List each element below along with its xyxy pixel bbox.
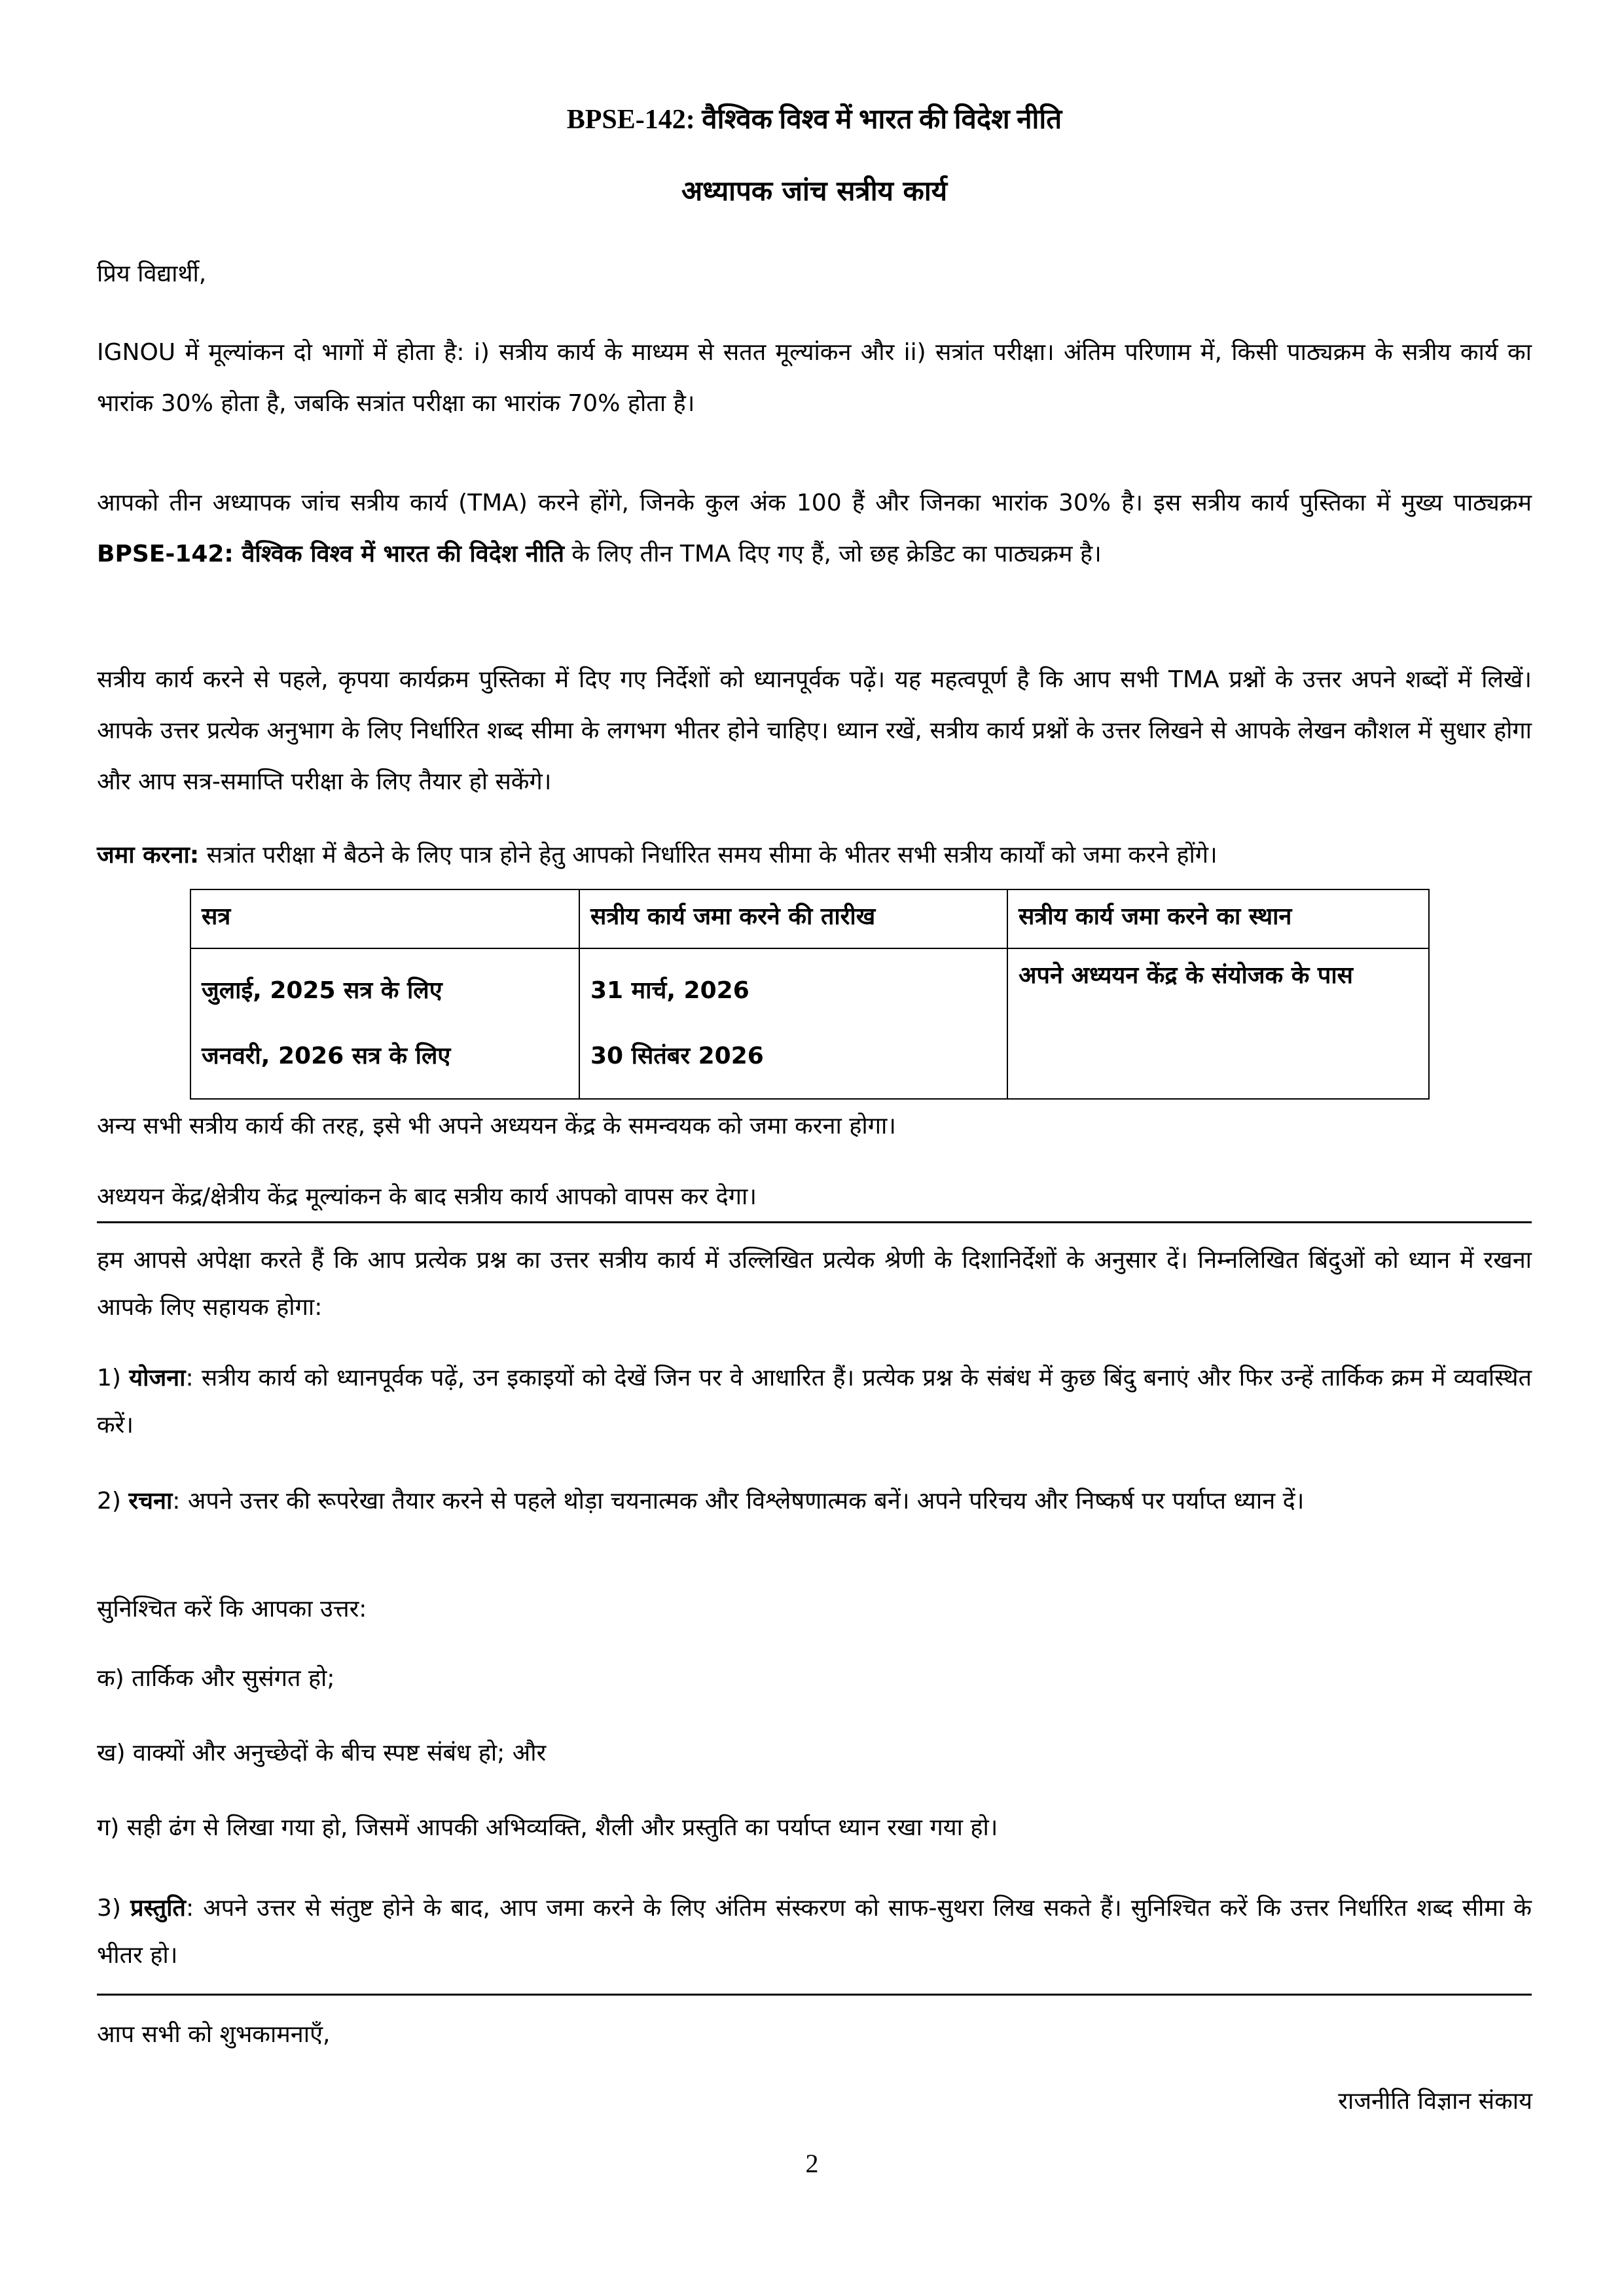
point-structure <box>97 1478 1532 1525</box>
submission-paragraph <box>97 830 1532 881</box>
place-cell: अपने अध्ययन केंद्र के संयोजक के पास <box>1007 948 1429 1099</box>
date-cell <box>579 948 1007 1099</box>
tma-text-before: आपको तीन अध्यापक जांच सत्रीय कार्य (TMA) करने होंगे, जिनके कुल अंक 100 हैं और जिनका भारांक 30% है। इस सत्रीय कार्य पुस्तिका में मुख्य पाठ्यक्रम <box>97 490 1532 516</box>
list-item: ख) वाक्यों और अनुच्छेदों के बीच स्पष्ट संबंध हो; और <box>97 1740 547 1767</box>
instructions-paragraph: सत्रीय कार्य करने से पहले, कृपया कार्यक्रम पुस्तिका में दिए गए निर्देशों को ध्यानपूर्वक पढ़ें। यह महत्वपूर्ण है कि आप सभी TMA प्रश्नों के उत्तर अपने शब्दों में लिखें। आपके उत्तर प्रत्येक अनुभाग के लिए निर्धारित शब्द सीमा के लगभग भीतर होने चाहिए। ध्यान रखें, सत्रीय कार्य प्रश्नों के उत्तर लिखने से आपके लेखन कौशल में सुधार होगा और आप सत्र-समाप्ति परीक्षा के लिए तैयार हो सकेंगे। <box>97 666 1532 795</box>
point-number: 1) <box>97 1365 130 1391</box>
section-divider <box>97 1221 1532 1223</box>
table-row <box>190 948 1429 1099</box>
salutation: प्रिय विद्यार्थी, <box>97 260 207 287</box>
submission-label: जमा करना: <box>97 842 200 869</box>
session-cell <box>190 948 579 1099</box>
point-number: 3) <box>97 1895 131 1922</box>
ensure-heading: सुनिश्चित करें कि आपका उत्तर: <box>97 1596 367 1623</box>
course-title: BPSE-142: वैश्विक विश्व में भारत की विदेश नीति <box>566 105 1062 135</box>
table-header-row <box>190 889 1429 948</box>
point-number: 2) <box>97 1488 129 1515</box>
tma-text-after: के लिए तीन TMA दिए गए हैं, जो छह क्रेडिट का पाठ्यक्रम है। <box>564 541 1102 567</box>
date-september-2026: 30 सितंबर 2026 <box>590 1043 764 1069</box>
list-item: क) तार्किक और सुसंगत हो; <box>97 1665 335 1692</box>
course-name-inline: BPSE-142: वैश्विक विश्व में भारत की विदेश नीति <box>97 541 564 567</box>
point-label: योजना <box>129 1365 186 1391</box>
closing-greeting: आप सभी को शुभकामनाएँ, <box>97 2021 331 2048</box>
header-date: सत्रीय कार्य जमा करने की तारीख <box>579 889 1007 948</box>
point-text: : अपने उत्तर से संतुष्ट होने के बाद, आप जमा करने के लिए अंतिम संस्करण को साफ-सुथरा लिख सकते हैं। सुनिश्चित करें कि उत्तर निर्धारित शब्द सीमा के भीतर हो। <box>97 1895 1532 1969</box>
evaluation-paragraph: IGNOU में मूल्यांकन दो भागों में होता है: i) सत्रीय कार्य के माध्यम से सतत मूल्यांकन और ii) सत्रांत परीक्षा। अंतिम परिणाम में, किसी पाठ्यक्रम के सत्रीय कार्य का भारांक 30% होता है, जबकि सत्रांत परीक्षा का भारांक 70% होता है। <box>97 339 1532 417</box>
session-july-2025: जुलाई, 2025 सत्र के लिए <box>202 977 442 1004</box>
return-after-evaluation-note: अध्ययन केंद्र/क्षेत्रीय केंद्र मूल्यांकन के बाद सत्रीय कार्य आपको वापस कर देगा। <box>97 1183 757 1210</box>
point-text: : अपने उत्तर की रूपरेखा तैयार करने से पहले थोड़ा चयनात्मक और विश्लेषणात्मक बनें। अपने परिचय और निष्कर्ष पर पर्याप्त ध्यान दें। <box>172 1488 1305 1515</box>
point-label: प्रस्तुति <box>130 1895 186 1922</box>
submit-to-coordinator-note: अन्य सभी सत्रीय कार्य की तरह, इसे भी अपने अध्ययन केंद्र के समन्वयक को जमा करना होगा। <box>97 1113 896 1139</box>
header-place: सत्रीय कार्य जमा करने का स्थान <box>1007 889 1429 948</box>
point-presentation <box>97 1885 1532 1979</box>
date-march-2026: 31 मार्च, 2026 <box>590 977 749 1004</box>
list-item: ग) सही ढंग से लिखा गया हो, जिसमें आपकी अभिव्यक्ति, शैली और प्रस्तुति का पर्याप्त ध्यान रखा गया हो। <box>97 1814 998 1841</box>
section-divider <box>97 1994 1532 1996</box>
submission-text: सत्रांत परीक्षा में बैठने के लिए पात्र होने हेतु आपको निर्धारित समय सीमा के भीतर सभी सत्रीय कार्यों को जमा करने होंगे। <box>199 842 1218 869</box>
point-text: : सत्रीय कार्य को ध्यानपूर्वक पढ़ें, उन इकाइयों को देखें जिन पर वे आधारित हैं। प्रत्येक प्रश्न के संबंध में कुछ बिंदु बनाएं और फिर उन्हें तार्किक क्रम में व्यवस्थित करें। <box>97 1365 1532 1439</box>
session-january-2026: जनवरी, 2026 सत्र के लिए <box>202 1043 451 1069</box>
expectation-paragraph: हम आपसे अपेक्षा करते हैं कि आप प्रत्येक प्रश्न का उत्तर सत्रीय कार्य में उल्लिखित प्रत्येक श्रेणी के दिशानिर्देशों के अनुसार दें। निम्नलिखित बिंदुओं को ध्यान में रखना आपके लिए सहायक होगा: <box>97 1247 1532 1321</box>
header-session: सत्र <box>190 889 579 948</box>
assignment-subtitle: अध्यापक जांच सत्रीय कार्य <box>681 175 948 207</box>
tma-paragraph <box>97 478 1532 580</box>
point-label: रचना <box>128 1488 173 1515</box>
point-planning <box>97 1355 1532 1449</box>
page-number: 2 <box>805 2149 819 2178</box>
submission-schedule-table <box>190 889 1430 1100</box>
department-signature: राजनीति विज्ञान संकाय <box>1338 2088 1532 2115</box>
